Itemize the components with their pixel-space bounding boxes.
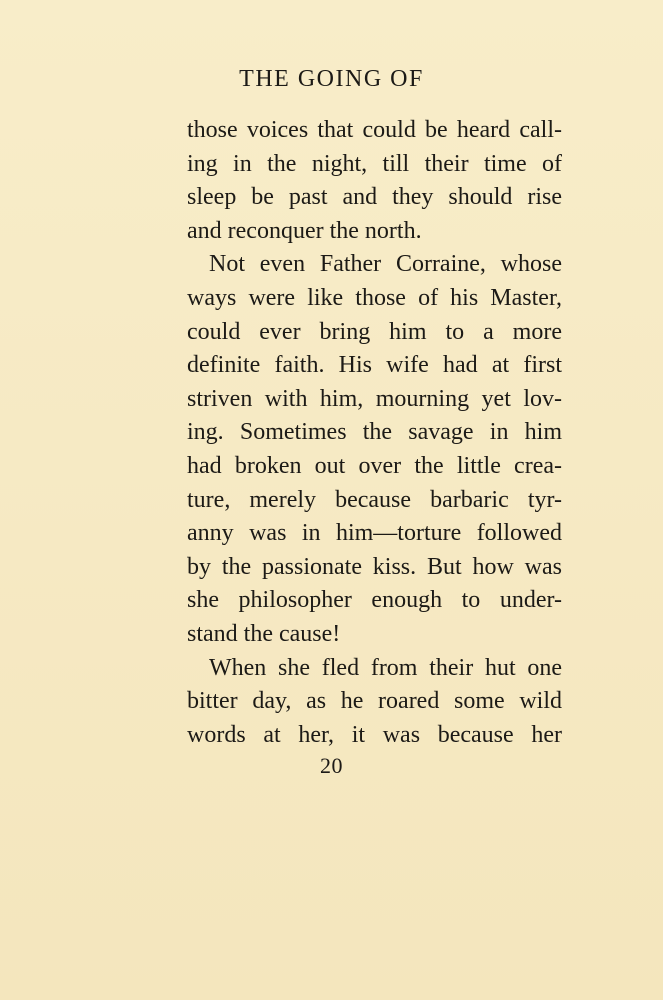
text-line: by the passionate kiss. But how was bbox=[187, 553, 562, 580]
text-line: bitter day, as he roared some wild bbox=[187, 688, 562, 715]
text-line: When she fled from their hut one bbox=[209, 654, 562, 681]
text-line: anny was in him—torture followed bbox=[187, 520, 562, 547]
text-line: ing. Sometimes the savage in him bbox=[187, 419, 562, 446]
text-line: words at her, it was because her bbox=[187, 721, 562, 748]
text-line: stand the cause! bbox=[187, 620, 341, 647]
text-line: definite faith. His wife had at first bbox=[187, 352, 562, 379]
running-title: THE GOING OF bbox=[239, 66, 424, 92]
text-line: ways were like those of his Master, bbox=[187, 284, 562, 311]
text-line: sleep be past and they should rise bbox=[187, 184, 562, 211]
text-line: had broken out over the little crea- bbox=[187, 452, 562, 479]
text-line: ing in the night, till their time of bbox=[187, 150, 562, 177]
text-line: she philosopher enough to under- bbox=[187, 587, 562, 614]
text-line: and reconquer the north. bbox=[187, 217, 422, 244]
text-line: those voices that could be heard call- bbox=[187, 117, 562, 143]
text-line: could ever bring him to a more bbox=[187, 318, 562, 345]
text-line: striven with him, mourning yet lov- bbox=[187, 385, 562, 412]
text-line: ture, merely because barbaric tyr- bbox=[187, 486, 562, 513]
page-number: 20 bbox=[320, 753, 343, 778]
body-text bbox=[187, 114, 562, 752]
text-line: Not even Father Corraine, whose bbox=[209, 251, 562, 278]
